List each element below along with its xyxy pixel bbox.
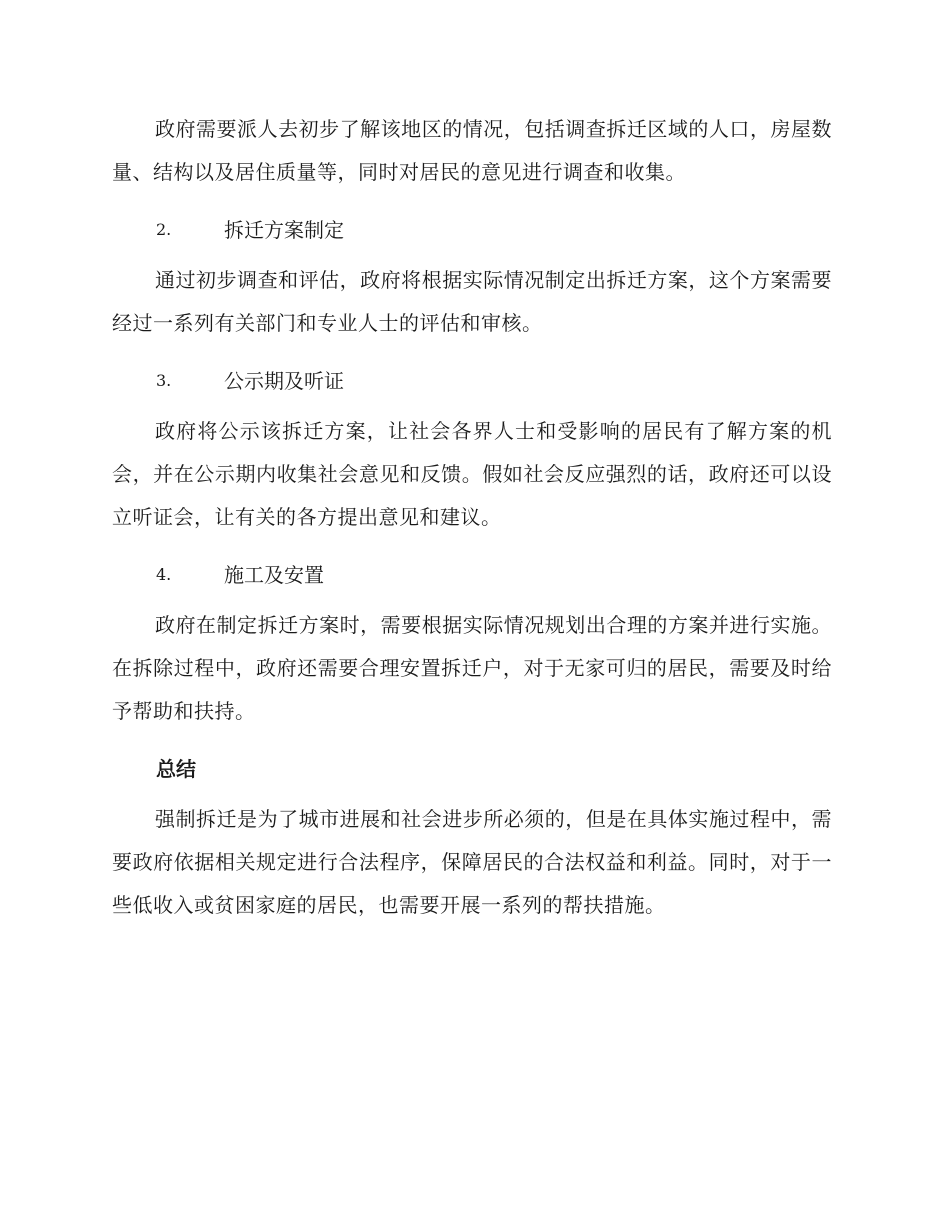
paragraph-construction: 政府在制定拆迁方案时，需要根据实际情况规划出合理的方案并进行实施。在拆除过程中，政府还需要合理安置拆迁户，对于无家可归的居民，需要及时给予帮助和扶持。 — [112, 613, 832, 723]
list-item-plan — [112, 205, 832, 255]
list-item-label: 施工及安置 — [224, 563, 324, 587]
paragraph-summary: 强制拆迁是为了城市进展和社会进步所必须的，但是在具体实施过程中，需要政府依据相关规定进行合法程序，保障居民的合法权益和利益。同时，对于一些低收入或贫困家庭的居民，也需要开展一系列的帮扶措施。 — [112, 807, 832, 917]
summary-heading: 总结 — [156, 757, 196, 781]
list-item-number: 3. — [156, 371, 172, 390]
list-item-label: 拆迁方案制定 — [224, 218, 344, 242]
document-body — [112, 108, 832, 938]
list-item-construction — [112, 550, 832, 600]
list-item-number: 2. — [156, 220, 172, 239]
list-item-number: 4. — [156, 565, 172, 584]
list-item-label: 公示期及听证 — [224, 369, 344, 393]
list-item-publicity — [112, 356, 832, 406]
paragraph-plan: 通过初步调查和评估，政府将根据实际情况制定出拆迁方案，这个方案需要经过一系列有关部门和专业人士的评估和审核。 — [112, 268, 832, 335]
paragraph-survey: 政府需要派人去初步了解该地区的情况，包括调查拆迁区域的人口，房屋数量、结构以及居住质量等，同时对居民的意见进行调查和收集。 — [112, 117, 832, 184]
paragraph-publicity: 政府将公示该拆迁方案，让社会各界人士和受影响的居民有了解方案的机会，并在公示期内收集社会意见和反馈。假如社会反应强烈的话，政府还可以设立听证会，让有关的各方提出意见和建议。 — [112, 419, 832, 529]
